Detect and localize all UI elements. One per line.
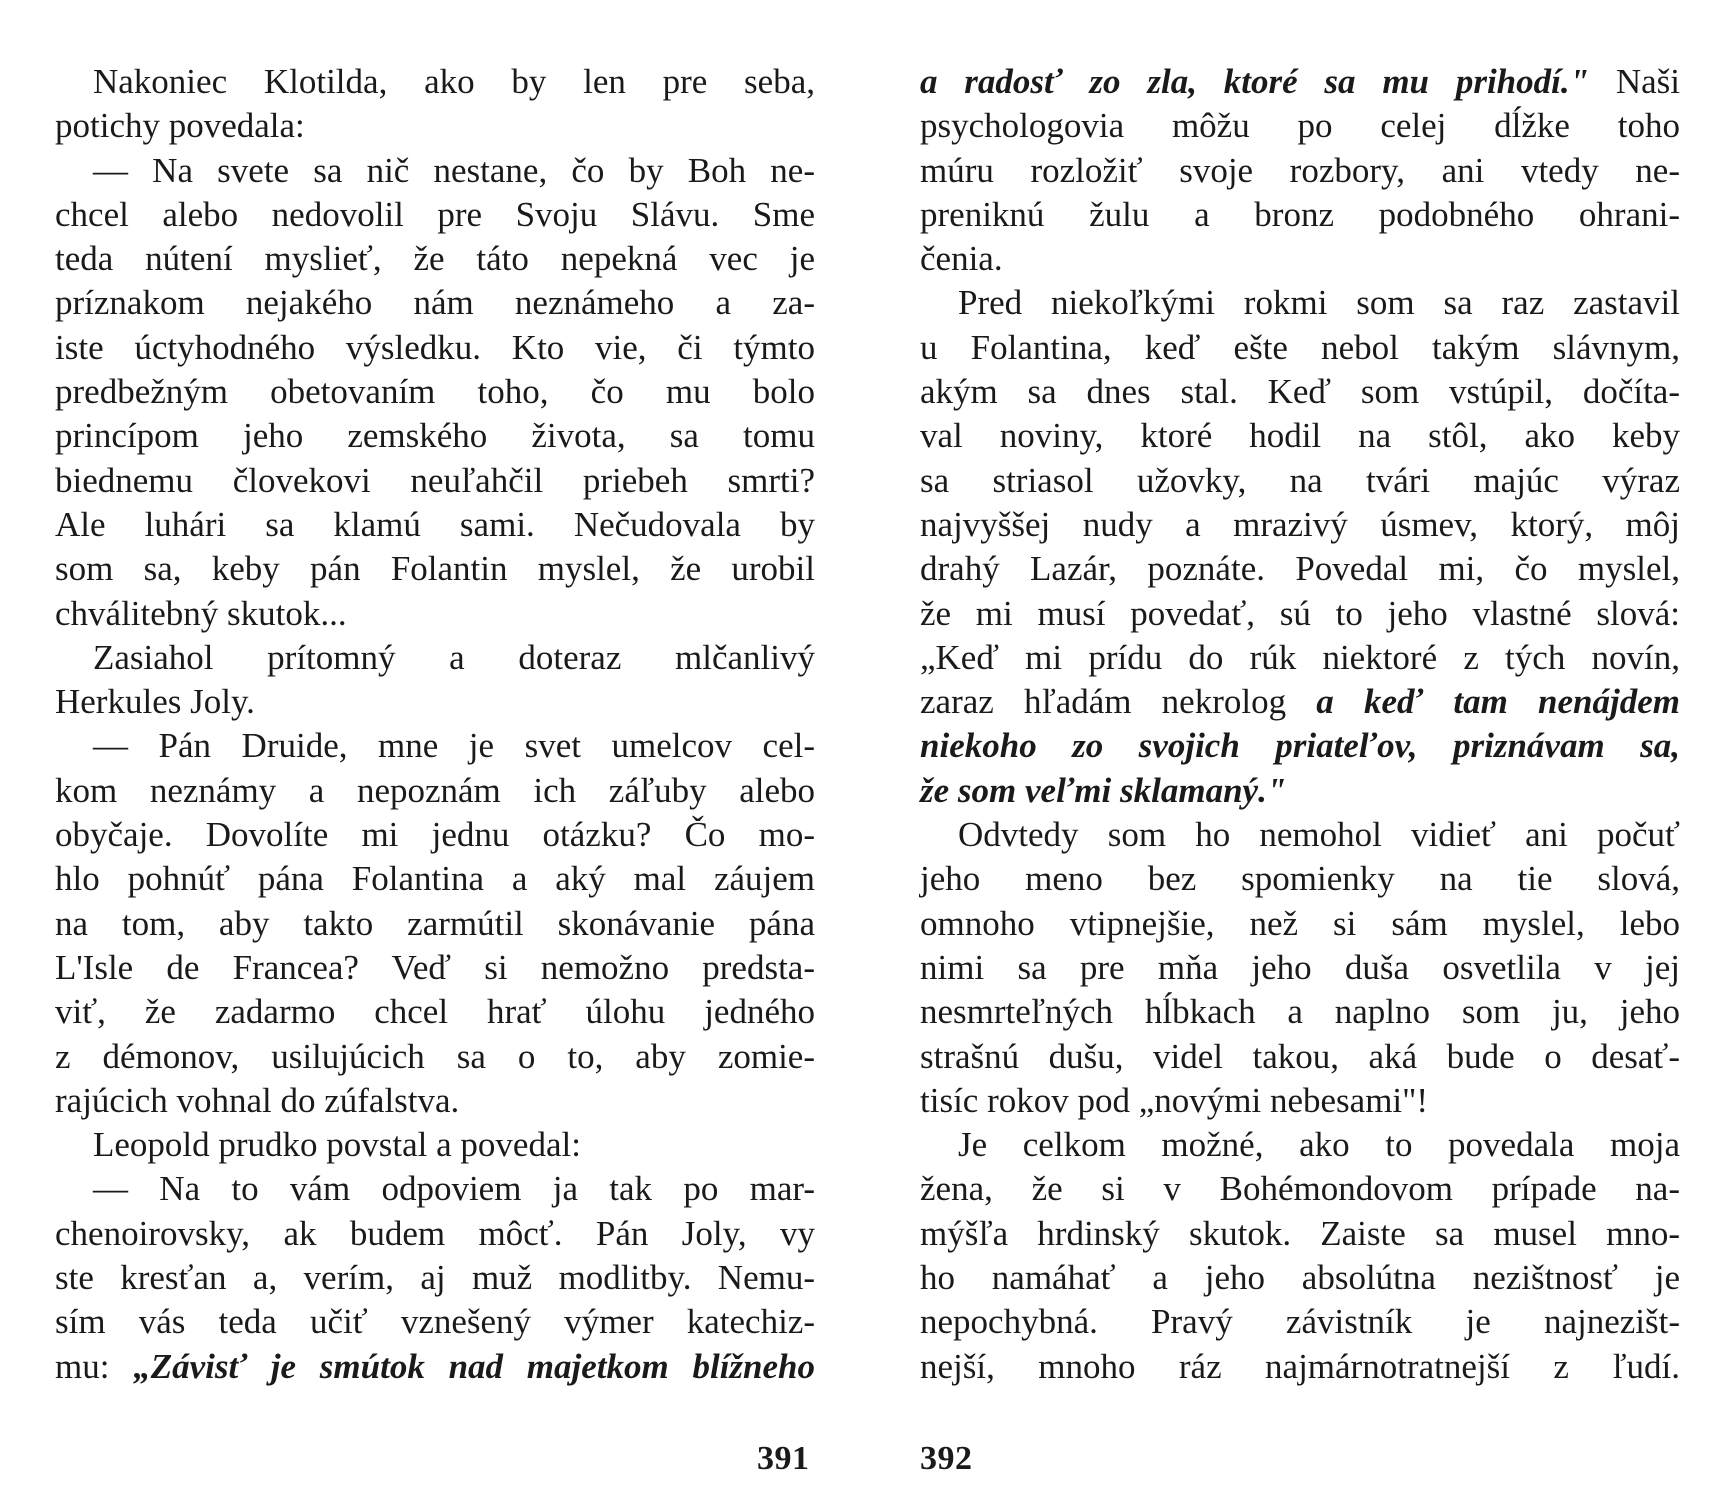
right-page-text-a (920, 104, 1680, 680)
mixed-line-plain: zaraz hľadám nekrolog (920, 682, 1317, 722)
final-line-plain: mu: (55, 1346, 134, 1386)
text-line: teda nútení myslieť, že táto nepekná vec je (55, 239, 815, 279)
text-line: drahý Lazár, poznáte. Povedal mi, čo myslel, (920, 549, 1680, 589)
text-line: potichy povedala: (55, 106, 305, 146)
text-line: najvyššej nudy a mrazivý úsmev, ktorý, môj (920, 504, 1680, 544)
text-line: že mi musí povedať, sú to jeho vlastné slová: (920, 593, 1680, 633)
right-mixed-line (920, 680, 1680, 724)
text-line: z démonov, usilujúcich sa o to, aby zomie- (55, 1036, 815, 1076)
text-line: Nakoniec Klotilda, ako by len pre seba, (93, 62, 815, 101)
text-line: chcel alebo nedovolil pre Svoju Slávu. Sme (55, 194, 815, 234)
text-line: kom neznámy a nepoznám ich záľuby alebo (55, 770, 815, 810)
text-line: Odvtedy som ho nemohol vidieť ani počuť (958, 815, 1680, 855)
text-line: nepochybná. Pravý závistník je najnezišt- (920, 1302, 1680, 1342)
text-line: Herkules Joly. (55, 682, 255, 722)
text-line: nejší, mnoho ráz najmárnotratnejší z ľudí. (920, 1346, 1680, 1386)
text-line: mýšľa hrdinský skutok. Zaiste sa musel mno- (920, 1213, 1680, 1253)
right-first-line (920, 60, 1680, 104)
text-line: viť, že zadarmo chcel hrať úlohu jedného (55, 992, 815, 1032)
text-line: psychologovia môžu po celej dĺžke toho (920, 106, 1680, 146)
text-line: nesmrteľných hĺbkach a naplno som ju, jeho (920, 992, 1680, 1032)
left-page-text (55, 60, 815, 1345)
text-line: tisíc rokov pod „novými nebesami"! (920, 1080, 1429, 1120)
first-line-italic: a radosť zo zla, ktoré sa mu prihodí." (920, 62, 1590, 101)
text-line: preniknú žulu a bronz podobného ohrani- (920, 194, 1680, 234)
text-line: jeho meno bez spomienky na tie slová, (920, 859, 1680, 899)
text-line: — Pán Druide, mne je svet umelcov cel- (93, 726, 815, 766)
text-line: — Na to vám odpoviem ja tak po mar- (93, 1169, 815, 1209)
text-line: iste úctyhodného výsledku. Kto vie, či týmto (55, 327, 815, 367)
text-line: princípom jeho zemského života, sa tomu (55, 416, 815, 456)
text-line: predbežným obetovaním toho, čo mu bolo (55, 372, 815, 412)
text-line: akým sa dnes stal. Keď som vstúpil, dočíta- (920, 372, 1680, 412)
text-line: sa striasol užovky, na tvári majúc výraz (920, 460, 1680, 500)
text-line: príznakom nejakého nám neznámeho a za- (55, 283, 815, 323)
text-line: Je celkom možné, ako to povedala moja (958, 1125, 1680, 1165)
text-line: nimi sa pre mňa jeho duša osvetlila v jej (920, 947, 1680, 987)
page-number-right: 392 (920, 1440, 973, 1477)
mixed-line-italic: a keď tam nenájdem (1316, 682, 1680, 722)
text-line: čenia. (920, 239, 1003, 279)
left-page (55, 60, 815, 1389)
right-italic-line: niekoho zo svojich priateľov, priznávam sa, (920, 726, 1680, 766)
text-line: ho namáhať a jeho absolútna nezištnosť je (920, 1258, 1680, 1298)
text-line: L'Isle de Francea? Veď si nemožno predsta- (55, 947, 815, 987)
text-line: biednemu človekovi neuľahčil priebeh smrti? (55, 460, 815, 500)
text-line: ste kresťan a, verím, aj muž modlitby. Nemu- (55, 1258, 815, 1298)
text-line: chválitebný skutok... (55, 593, 347, 633)
text-line: sím vás teda učiť vznešený výmer katechiz- (55, 1302, 815, 1342)
text-line: som sa, keby pán Folantin myslel, že urobil (55, 549, 815, 589)
text-line: Zasiahol prítomný a doteraz mlčanlivý (93, 637, 815, 677)
text-line: val noviny, ktoré hodil na stôl, ako keby (920, 416, 1680, 456)
right-italic-line: že som veľmi sklamaný." (920, 770, 1287, 810)
right-page (920, 60, 1680, 1389)
final-line-italic: „Závisť je smútok nad majetkom blížneho (133, 1346, 816, 1386)
left-final-line (55, 1345, 815, 1389)
text-line: „Keď mi prídu do rúk niektoré z tých novín, (920, 637, 1680, 677)
right-page-text-b (920, 813, 1680, 1389)
text-line: strašnú dušu, videl takou, aká bude o desať- (920, 1036, 1680, 1076)
page-number-left: 391 (757, 1440, 810, 1477)
text-line: na tom, aby takto zarmútil skonávanie pána (55, 903, 815, 943)
text-line: u Folantina, keď ešte nebol takým slávnym, (920, 327, 1680, 367)
text-line: rajúcich vohnal do zúfalstva. (55, 1080, 460, 1120)
text-line: múru rozložiť svoje rozbory, ani vtedy ne- (920, 150, 1680, 190)
text-line: — Na svete sa nič nestane, čo by Boh ne- (93, 150, 815, 190)
first-line-plain: Naši (1589, 62, 1680, 101)
text-line: hlo pohnúť pána Folantina a aký mal záujem (55, 859, 815, 899)
text-line: žena, že si v Bohémondovom prípade na- (920, 1169, 1680, 1209)
text-line: omnoho vtipnejšie, než si sám myslel, lebo (920, 903, 1680, 943)
text-line: obyčaje. Dovolíte mi jednu otázku? Čo mo- (55, 815, 815, 855)
text-line: Ale luhári sa klamú sami. Nečudovala by (55, 504, 815, 544)
text-line: Pred niekoľkými rokmi som sa raz zastavil (958, 283, 1680, 323)
text-line: Leopold prudko povstal a povedal: (93, 1125, 581, 1165)
text-line: chenoirovsky, ak budem môcť. Pán Joly, vy (55, 1213, 815, 1253)
